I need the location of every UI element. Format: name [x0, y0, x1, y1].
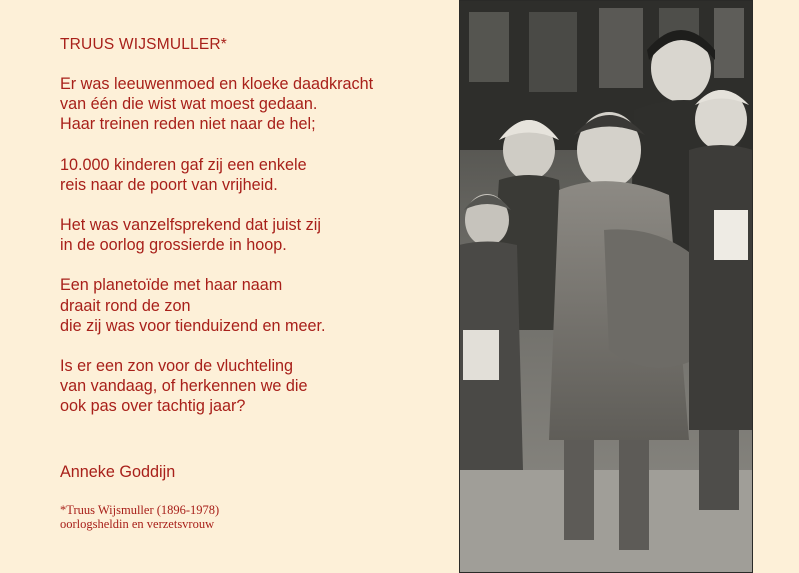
historical-photo — [459, 0, 753, 573]
poem-line: van vandaag, of herkennen we die — [60, 377, 308, 396]
right-margin — [753, 0, 799, 573]
stanza-5 — [60, 356, 450, 417]
poem-line: reis naar de poort van vrijheid. — [60, 175, 278, 194]
stanza-1 — [60, 74, 450, 135]
poem-line: Het was vanzelfsprekend dat juist zij — [60, 216, 321, 235]
stanza-3 — [60, 215, 450, 255]
poem-line: draait rond de zon — [60, 296, 191, 315]
poem-line: Haar treinen reden niet naar de hel; — [60, 115, 316, 134]
footnote — [60, 503, 219, 531]
poem-line: ook pas over tachtig jaar? — [60, 397, 246, 416]
poem-line: Een planetoïde met haar naam — [60, 276, 283, 295]
poem-line: Is er een zon voor de vluchteling — [60, 357, 294, 376]
poem-line: die zij was voor tienduizend en meer. — [60, 316, 326, 335]
poem-line: in de oorlog grossierde in hoop. — [60, 236, 287, 255]
poem-line: 10.000 kinderen gaf zij een enkele — [60, 155, 307, 174]
author-name: Anneke Goddijn — [60, 463, 176, 481]
poem-line: van één die wist wat moest gedaan. — [60, 95, 318, 114]
footnote-line: oorlogsheldin en verzetsvrouw — [60, 517, 215, 531]
poem-line: Er was leeuwenmoed en kloeke daadkracht — [60, 75, 374, 93]
stanza-4 — [60, 275, 450, 336]
stanza-2 — [60, 155, 450, 195]
footnote-line: *Truus Wijsmuller (1896-1978) — [60, 503, 220, 517]
poem-title: TRUUS WIJSMULLER* — [60, 36, 228, 53]
children-train-photo-icon — [459, 0, 753, 573]
poem-body — [60, 74, 450, 437]
